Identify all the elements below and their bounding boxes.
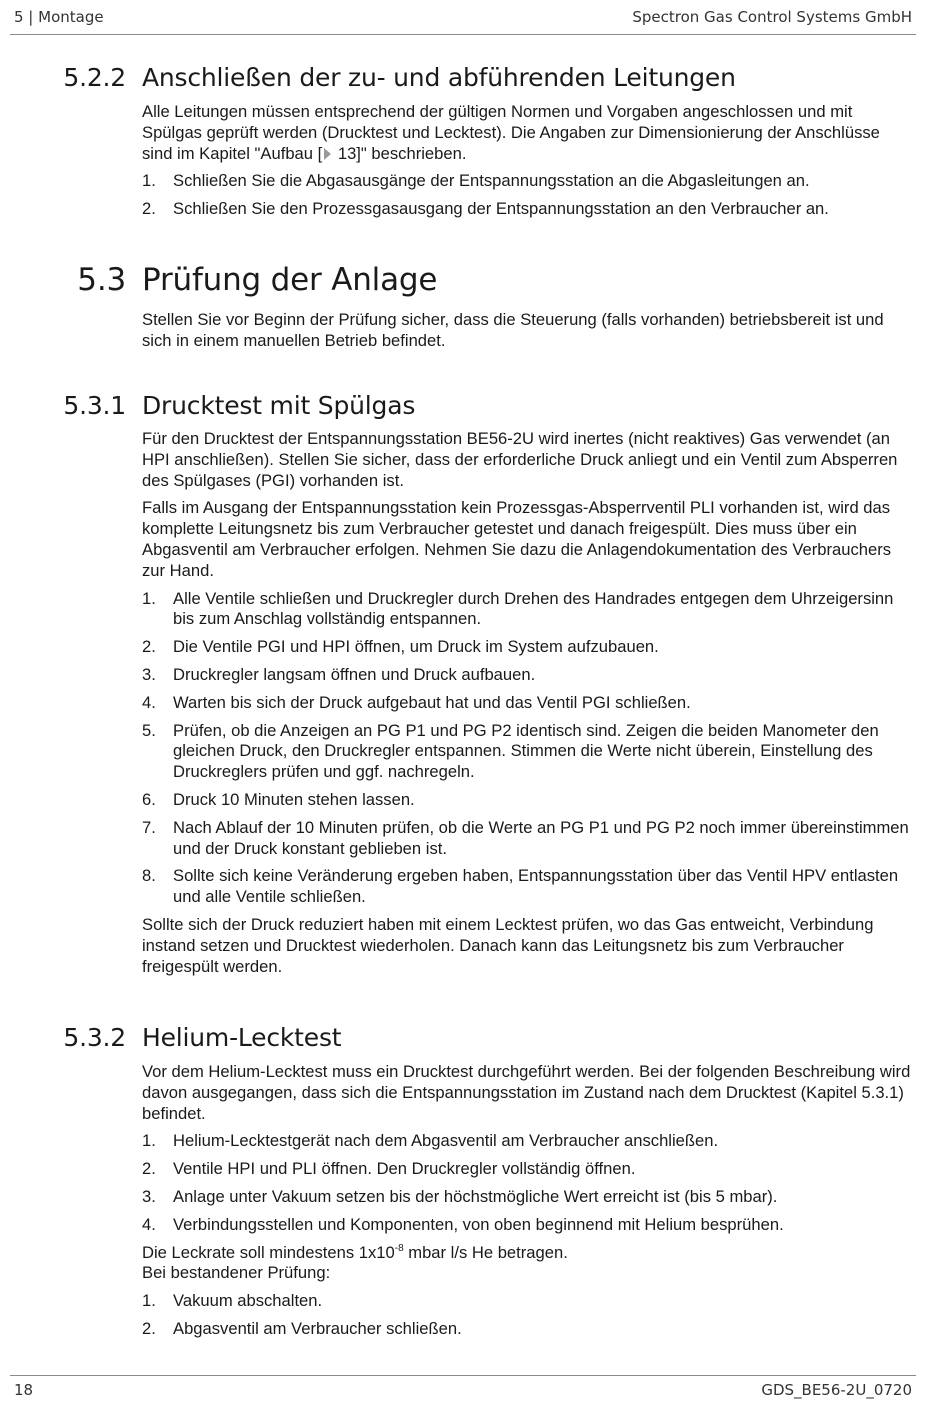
list-item: 1. Schließen Sie die Abgasausgänge der Entspannungsstation an die Abgasleitungen an. xyxy=(142,171,810,191)
list-item-text: Schließen Sie die Abgasausgänge der Entspannungsstation an die Abgasleitungen an. xyxy=(173,171,810,191)
heading-5-3-1 xyxy=(63,391,416,420)
header-section: 5 | Montage xyxy=(14,8,104,26)
list-item-text: Schließen Sie den Prozessgasausgang der Entspannungsstation an den Verbraucher an. xyxy=(173,199,829,219)
heading-number: 5.3 xyxy=(77,262,126,298)
step-list xyxy=(142,1131,912,1235)
heading-number: 5.3.2 xyxy=(63,1023,126,1052)
exponent: -8 xyxy=(394,1242,404,1254)
step-list xyxy=(142,589,912,908)
list-item-text: Druck 10 Minuten stehen lassen. xyxy=(173,789,415,809)
paragraph: Für den Drucktest der Entspannungsstation BE56-2U wird inertes (nicht reaktives) Gas verwendet (an HPI anschließen). Stellen Sie sicher, dass der erforderliche Druck anliegt und ein Ventil zum Absperren des Spülgases (PGI) vorhanden ist. xyxy=(142,429,898,490)
paragraph-text: 13]" beschrieben. xyxy=(333,143,467,163)
list-item-text: Vakuum abschalten. xyxy=(173,1291,323,1311)
paragraph: Falls im Ausgang der Entspannungsstation kein Prozessgas-Absperrventil PLI vorhanden ist, wird das komplette Leitungsnetz bis zum Verbraucher getestet und danach freigespült. Dies muss über ein Abgasventil am Verbraucher erfolgen. Nehmen Sie dazu die Anlagendokumentation des Verbrauchers zur Hand. xyxy=(142,498,892,580)
header-company: Spectron Gas Control Systems GmbH xyxy=(632,8,912,26)
heading-number: 5.3.1 xyxy=(63,391,126,420)
section-5-2-2-body xyxy=(142,102,912,220)
list-item: 1. Alle Ventile schließen und Druckregler durch Drehen des Handrades entgegen dem Uhrzeigersinn bis zum Anschlag vollständig entspannen. xyxy=(142,588,894,629)
paragraph: Vor dem Helium-Lecktest muss ein Drucktest durchgeführt werden. Bei der folgenden Beschreibung wird davon ausgegangen, dass sich die Entspannungsstation im Zustand nach dem Drucktest (Kapitel 5.3.1) befindet. xyxy=(142,1062,911,1123)
list-item-text: Alle Ventile schließen und Druckregler durch Drehen des Handrades entgegen dem Uhrzeigersinn bis zum Anschlag vollständig entspannen. xyxy=(173,588,894,629)
heading-5-2-2 xyxy=(63,63,736,92)
list-item-text: Die Ventile PGI und HPI öffnen, um Druck im System aufzubauen. xyxy=(173,637,659,657)
link-arrow-icon[interactable] xyxy=(324,148,331,160)
list-item-text: Ventile HPI und PLI öffnen. Den Druckregler vollständig öffnen. xyxy=(173,1159,636,1179)
paragraph: Stellen Sie vor Beginn der Prüfung sicher, dass die Steuerung (falls vorhanden) betriebsbereit ist und sich in einem manuellen Betrieb befindet. xyxy=(142,310,884,350)
list-item: 4. Warten bis sich der Druck aufgebaut hat und das Ventil PGI schließen. xyxy=(142,692,691,712)
heading-title: Anschließen der zu- und abführenden Leitungen xyxy=(142,63,736,92)
list-item: 7. Nach Ablauf der 10 Minuten prüfen, ob die Werte an PG P1 und PG P2 noch immer übereinstimmen und der Druck konstant geblieben ist. xyxy=(142,817,909,858)
list-item-text: Warten bis sich der Druck aufgebaut hat und das Ventil PGI schließen. xyxy=(173,692,691,712)
list-item-text: Abgasventil am Verbraucher schließen. xyxy=(173,1318,462,1338)
list-item: 2. Abgasventil am Verbraucher schließen. xyxy=(142,1318,462,1338)
page-header xyxy=(10,0,916,35)
list-item: 2. Die Ventile PGI und HPI öffnen, um Druck im System aufzubauen. xyxy=(142,637,659,657)
list-item: 4. Verbindungsstellen und Komponenten, von oben beginnend mit Helium besprühen. xyxy=(142,1214,784,1234)
section-5-3-2-body xyxy=(142,1062,912,1340)
page-number: 18 xyxy=(14,1381,34,1399)
section-5-3-1-body xyxy=(142,429,912,977)
list-item: 1. Helium-Lecktestgerät nach dem Abgasventil am Verbraucher anschließen. xyxy=(142,1131,719,1151)
heading-title: Helium-Lecktest xyxy=(142,1023,342,1052)
list-item: 2. Ventile HPI und PLI öffnen. Den Druckregler vollständig öffnen. xyxy=(142,1159,636,1179)
list-item: 6. Druck 10 Minuten stehen lassen. xyxy=(142,789,415,809)
list-item: 5. Prüfen, ob die Anzeigen an PG P1 und PG P2 identisch sind. Zeigen die beiden Manometer den gleichen Druck, den Druckregler entspannen. Stimmen die Werte nicht überein, Einstellung des Druckreglers prüfen und ggf. nachregeln. xyxy=(142,720,879,782)
page-footer xyxy=(10,1375,916,1401)
paragraph-text: Die Leckrate soll mindestens 1x10 xyxy=(142,1242,395,1262)
heading-title: Drucktest mit Spülgas xyxy=(142,391,416,420)
list-item-text: Druckregler langsam öffnen und Druck aufbauen. xyxy=(173,664,536,684)
list-item: 8. Sollte sich keine Veränderung ergeben haben, Entspannungsstation über das Ventil HPV entlasten und alle Ventile schließen. xyxy=(142,866,899,907)
list-item: 1. Vakuum abschalten. xyxy=(142,1291,323,1311)
paragraph xyxy=(142,102,912,164)
list-item-text: Sollte sich keine Veränderung ergeben haben, Entspannungsstation über das Ventil HPV entlasten und alle Ventile schließen. xyxy=(173,866,899,907)
heading-5-3 xyxy=(77,262,438,298)
section-5-3-body xyxy=(142,310,912,352)
paragraph-text: mbar l/s He betragen. xyxy=(403,1242,568,1262)
leak-rate-line xyxy=(142,1243,912,1264)
list-item-text: Verbindungsstellen und Komponenten, von oben beginnend mit Helium besprühen. xyxy=(173,1214,784,1234)
list-item: 2. Schließen Sie den Prozessgasausgang der Entspannungsstation an den Verbraucher an. xyxy=(142,199,829,219)
heading-title: Prüfung der Anlage xyxy=(142,262,438,298)
document-id: GDS_BE56-2U_0720 xyxy=(761,1381,912,1399)
list-item-text: Anlage unter Vakuum setzen bis der höchstmögliche Wert erreicht ist (bis 5 mbar). xyxy=(173,1186,778,1206)
step-list xyxy=(142,171,912,220)
list-item-text: Nach Ablauf der 10 Minuten prüfen, ob die Werte an PG P1 und PG P2 noch immer übereinstimmen und der Druck konstant geblieben ist. xyxy=(173,817,909,858)
list-item-text: Prüfen, ob die Anzeigen an PG P1 und PG P2 identisch sind. Zeigen die beiden Manometer den gleichen Druck, den Druckregler entspannen. Stimmen die Werte nicht überein, Einstellung des Druckreglers prüfen und ggf. nachregeln. xyxy=(173,720,879,782)
paragraph: Sollte sich der Druck reduziert haben mit einem Lecktest prüfen, wo das Gas entweicht, Verbindung instand setzen und Drucktest wiederholen. Danach kann das Leitungsnetz bis zum Verbraucher freigespült werden. xyxy=(142,914,874,976)
heading-5-3-2 xyxy=(63,1023,342,1052)
list-item: 3. Anlage unter Vakuum setzen bis der höchstmögliche Wert erreicht ist (bis 5 mbar). xyxy=(142,1186,778,1206)
heading-number: 5.2.2 xyxy=(63,63,126,92)
list-item: 3. Druckregler langsam öffnen und Druck aufbauen. xyxy=(142,664,536,684)
step-list xyxy=(142,1291,912,1340)
list-item-text: Helium-Lecktestgerät nach dem Abgasventil am Verbraucher anschließen. xyxy=(173,1131,719,1151)
paragraph: Bei bestandener Prüfung: xyxy=(142,1263,331,1283)
paragraph-text: Alle Leitungen müssen entsprechend der gültigen Normen und Vorgaben angeschlossen und mit Spülgas geprüft werden (Drucktest und Lecktest). Die Angaben zur Dimensionierung der Anschlüsse sind im Kapitel "Aufbau [ xyxy=(142,102,880,163)
